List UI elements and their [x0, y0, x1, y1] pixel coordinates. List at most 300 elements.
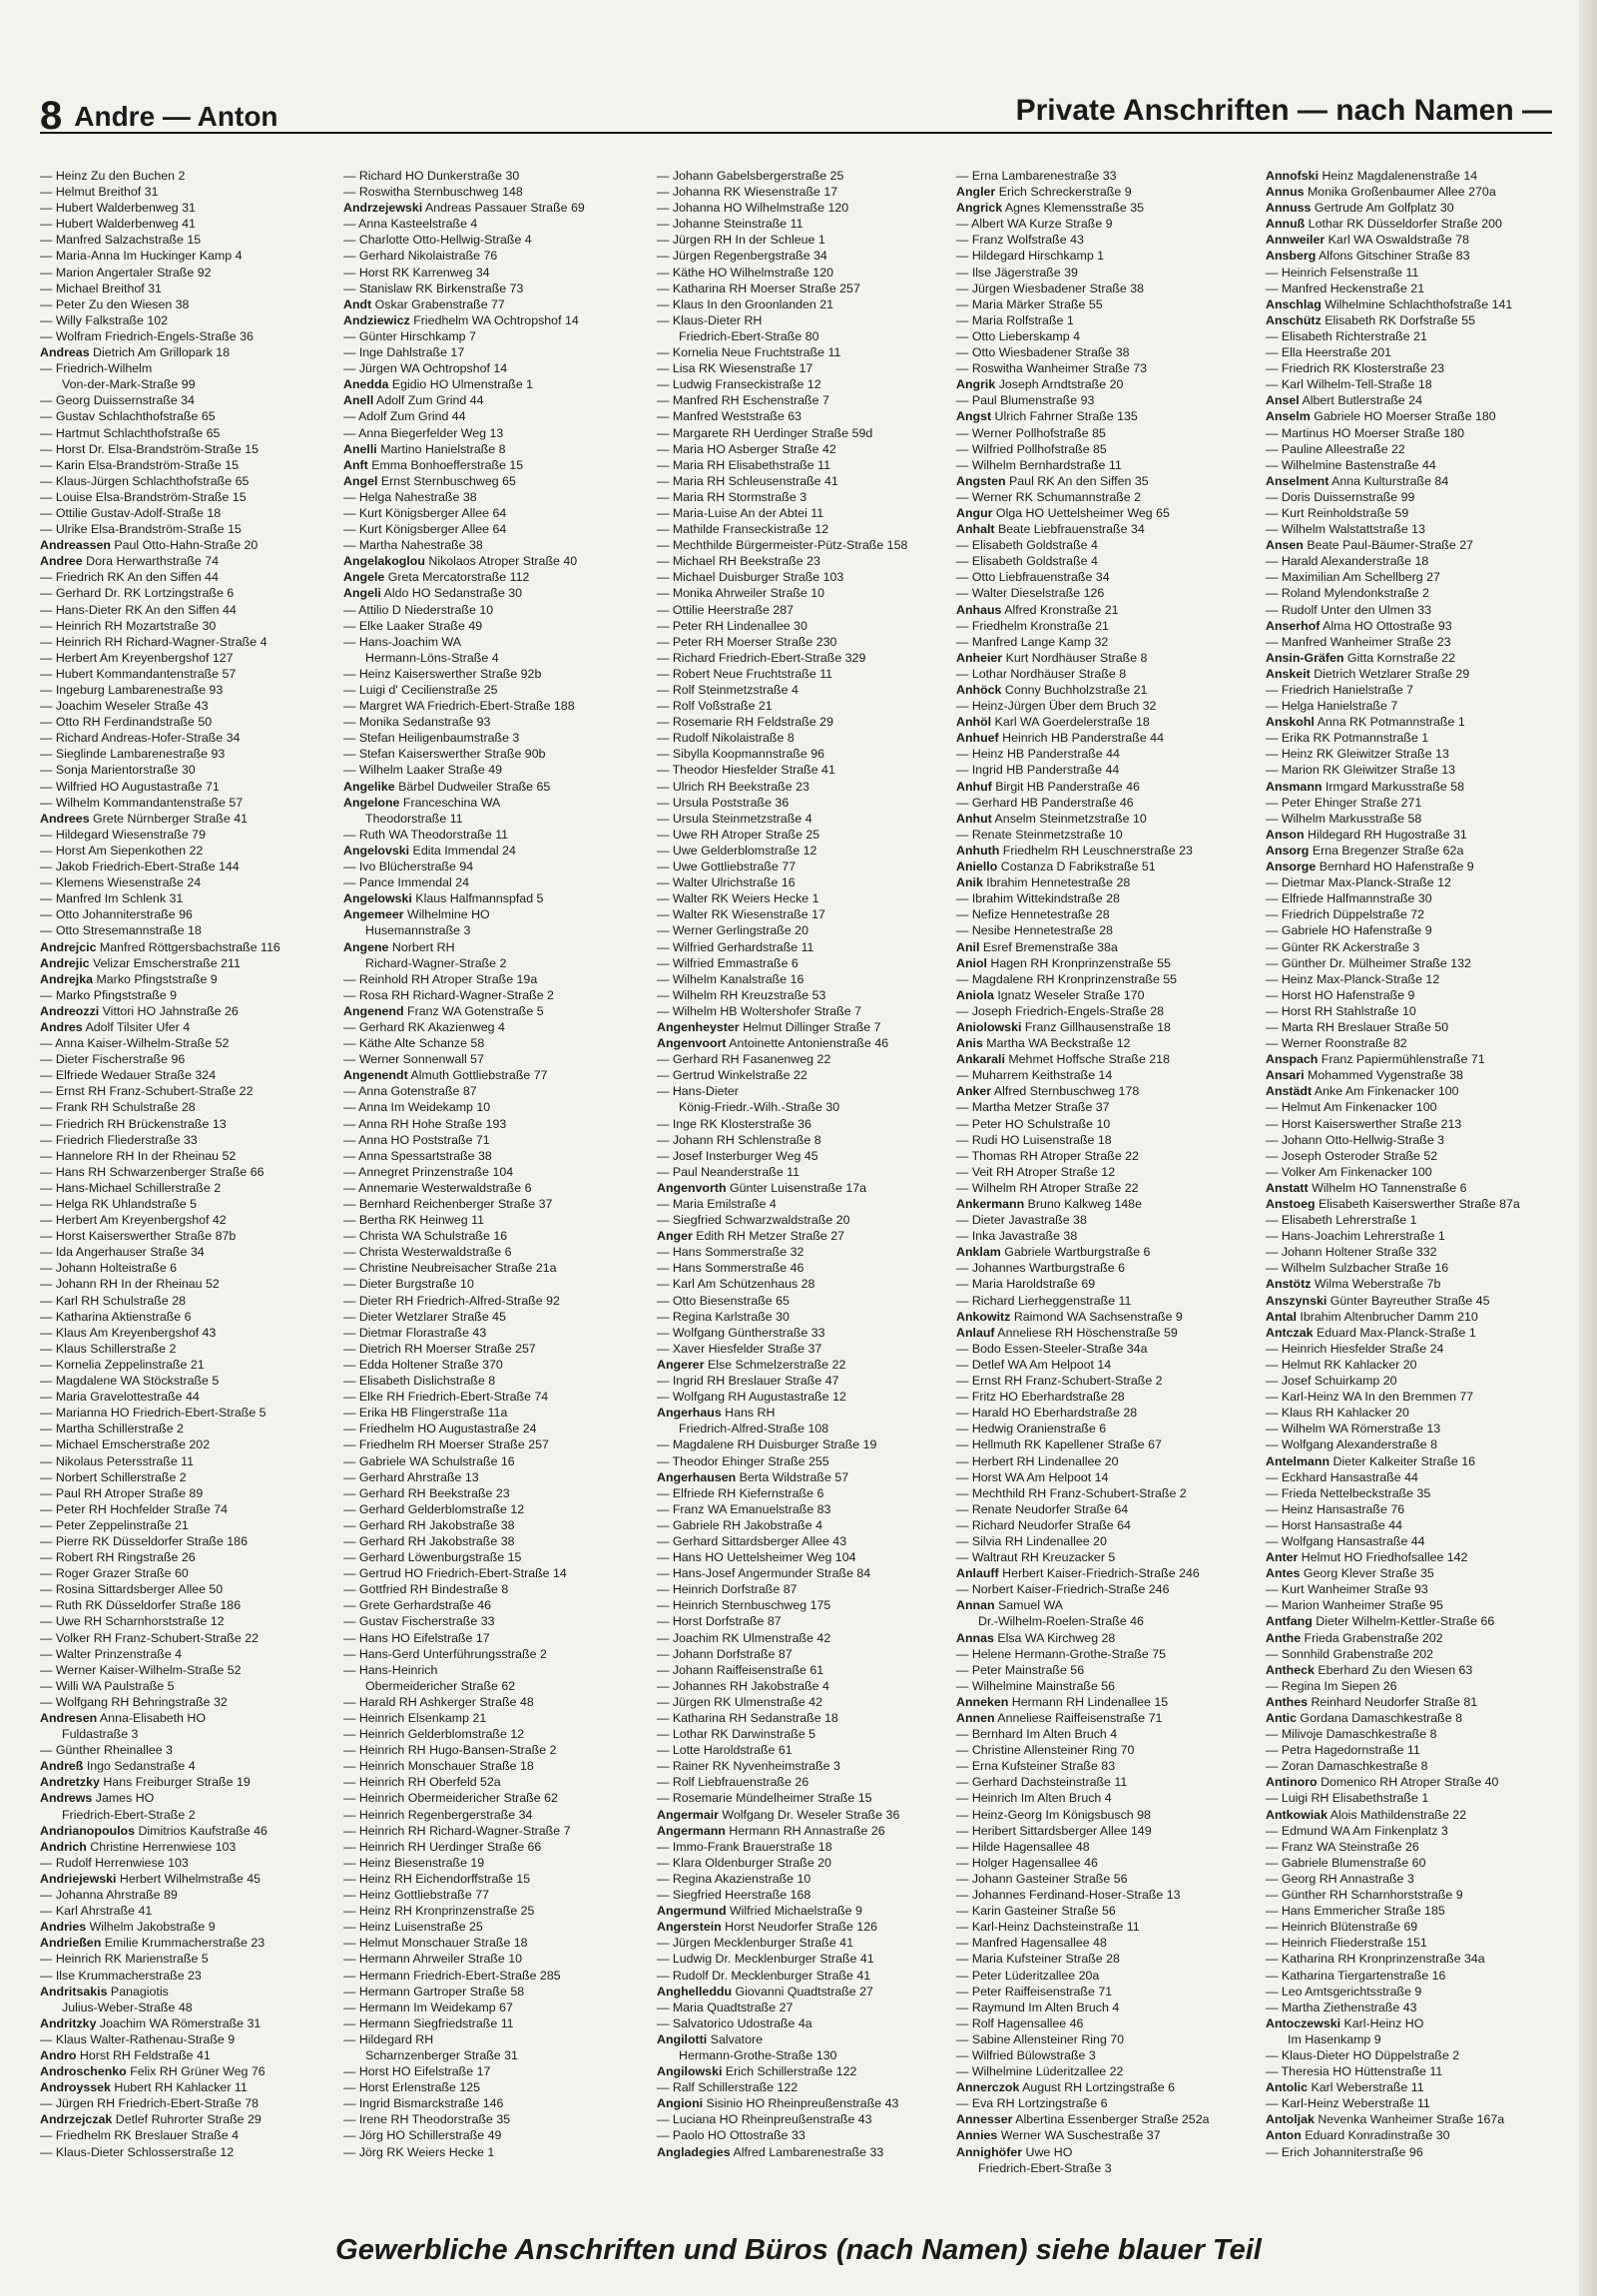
surname: Antoljak: [1266, 2112, 1315, 2127]
surname: Anschlag: [1266, 296, 1322, 311]
directory-entry: — Lotte Haroldstraße 61: [657, 1743, 793, 1758]
directory-entry: Angermann Hermann RH Annastraße 26: [657, 1823, 885, 1838]
directory-entry: — Dieter Burgstraße 10: [343, 1277, 474, 1292]
directory-entry: — Werner Roonstraße 82: [1266, 1036, 1407, 1051]
directory-entry: — Regina Karlstraße 30: [657, 1309, 790, 1324]
directory-entry: — Wilhelm Laaker Straße 49: [343, 763, 503, 778]
directory-entry: Anhaus Alfred Kronstraße 21: [956, 602, 1119, 617]
directory-entry: Androyssek Hubert RH Kahlacker 11: [40, 2080, 248, 2095]
directory-entry: — Heinz Kaiserswerther Straße 92b: [343, 666, 542, 681]
surname: Anft: [343, 457, 368, 472]
directory-entry: Anselm Gabriele HO Moerser Straße 180: [1266, 409, 1496, 424]
directory-entry: — Heinz Max-Planck-Straße 12: [1266, 971, 1440, 986]
directory-entry: — Zoran Damaschkestraße 8: [1266, 1759, 1428, 1774]
directory-entry: — Renate Neudorfer Straße 64: [956, 1501, 1129, 1516]
surname: Androyssek: [40, 2080, 111, 2095]
directory-entry: — Ulrich RH Beekstraße 23: [657, 779, 809, 794]
directory-entry: — Ernst RH Franz-Schubert-Straße 2: [956, 1374, 1163, 1389]
surname: Angilotti: [657, 2031, 708, 2046]
directory-entry: Angenvorth Günter Luisenstraße 17a: [657, 1180, 867, 1195]
directory-entry: Friedrich-Ebert-Straße 80: [679, 328, 819, 343]
directory-entry: Anell Adolf Zum Grind 44: [343, 393, 484, 408]
directory-entry: — Gabriele RH Jakobstraße 4: [657, 1517, 822, 1532]
directory-entry: — Klaus-Dieter RH: [657, 312, 763, 327]
directory-entry: — Karin Elsa-Brandström-Straße 15: [40, 457, 240, 472]
directory-entry: Anhut Anselm Steinmetzstraße 10: [956, 811, 1147, 826]
directory-entry: Husemannstraße 3: [365, 923, 471, 938]
directory-entry: — Friedrich RK Klosterstraße 23: [1266, 361, 1445, 376]
directory-entry: — Friedhelm HO Augustastraße 24: [343, 1422, 537, 1436]
surname: Anselm: [1266, 409, 1311, 424]
directory-entry: Julius-Weber-Straße 48: [62, 2000, 193, 2014]
directory-entry: Ansen Beate Paul-Bäumer-Straße 27: [1266, 538, 1473, 553]
surname: Antic: [1266, 1711, 1297, 1725]
surname: Anstatt: [1266, 1180, 1309, 1195]
surname: Annuß: [1266, 217, 1306, 232]
surname: Antfang: [1266, 1614, 1313, 1629]
directory-entry: — Klaus Schillerstraße 2: [40, 1341, 177, 1356]
directory-entry: Anger Edith RH Metzer Straße 27: [657, 1229, 844, 1244]
surname: Angrick: [956, 201, 1003, 216]
directory-entry: — Heinrich RH Richard-Wagner-Straße 7: [343, 1823, 571, 1838]
directory-entry: — Heinz RH Kronprinzenstraße 25: [343, 1904, 535, 1919]
surname: Annesser: [956, 2112, 1013, 2127]
directory-entry: Andritzky Joachim WA Römerstraße 31: [40, 2015, 262, 2030]
surname: Angenvorth: [657, 1180, 727, 1195]
directory-entry: Anselment Anna Kulturstraße 84: [1266, 473, 1449, 488]
directory-entry: Anstädt Anke Am Finkenacker 100: [1266, 1084, 1459, 1099]
directory-entry: — Rolf Voßstraße 21: [657, 699, 773, 714]
directory-entry: — Paul Blumenstraße 93: [956, 393, 1095, 408]
directory-entry: Friedrich-Alfred-Straße 108: [679, 1422, 829, 1436]
surname: Anstädt: [1266, 1084, 1313, 1099]
directory-entry: — Maria Kufsteiner Straße 28: [956, 1952, 1120, 1967]
surname: Angsten: [956, 473, 1006, 488]
directory-entry: Andrees Grete Nürnberger Straße 41: [40, 811, 248, 826]
directory-entry: — Thomas RH Atroper Straße 22: [956, 1148, 1139, 1163]
surname: Androschenko: [40, 2064, 127, 2079]
directory-entry: — Gerhard Dr. RK Lortzingstraße 6: [40, 586, 235, 601]
directory-entry: — Maria RH Stormstraße 3: [657, 489, 807, 504]
surname: Andres: [40, 1019, 83, 1034]
directory-entry: Anil Esref Bremenstraße 38a: [956, 939, 1118, 954]
directory-entry: Annesser Albertina Essenberger Straße 252a: [956, 2112, 1210, 2127]
directory-entry: — Johannes Wartburgstraße 6: [956, 1261, 1125, 1276]
surname: Andreozzi: [40, 1003, 100, 1018]
directory-entry: — Hartmut Schlachthofstraße 65: [40, 425, 221, 440]
directory-entry: Anskohl Anna RK Potmannstraße 1: [1266, 715, 1465, 730]
surname: Anklam: [956, 1245, 1001, 1260]
directory-entry: — Gerhard RH Jakobstraße 38: [343, 1517, 515, 1532]
directory-entry: Im Hasenkamp 9: [1288, 2031, 1381, 2046]
surname: Anhöck: [956, 683, 1002, 697]
directory-entry: — Heinrich Sternbuschweg 175: [657, 1598, 831, 1613]
surname: Anger: [657, 1229, 693, 1244]
directory-entry: Ansmann Irmgard Markusstraße 58: [1266, 779, 1465, 794]
directory-entry: Aniol Hagen RH Kronprinzenstraße 55: [956, 955, 1171, 970]
directory-entry: — Harald RH Ashkerger Straße 48: [343, 1694, 534, 1709]
directory-entry: — Joseph Friedrich-Engels-Straße 28: [956, 1003, 1164, 1018]
directory-entry: Anhuef Heinrich HB Panderstraße 44: [956, 731, 1164, 746]
directory-entry: — Friedrich RK An den Siffen 44: [40, 570, 219, 585]
directory-entry: — Wilfried Gerhardstraße 11: [657, 939, 814, 954]
directory-entry: — Heinrich Gelderblomstraße 12: [343, 1727, 525, 1742]
surname: Annuss: [1266, 201, 1312, 216]
directory-entry: — Katharina RH Kronprinzenstraße 34a: [1266, 1952, 1485, 1967]
directory-entry: — Heinrich RH Hugo-Bansen-Straße 2: [343, 1743, 557, 1758]
directory-entry: — Werner Sonnenwall 57: [343, 1052, 484, 1067]
surname: Angenend: [343, 1003, 404, 1018]
directory-entry: — Ruth WA Theodorstraße 11: [343, 827, 509, 842]
directory-entry: — Ursula Steinmetzstraße 4: [657, 811, 812, 826]
directory-entry: Andrejka Marko Pfingststraße 9: [40, 971, 218, 986]
surname: Angermann: [657, 1823, 726, 1838]
directory-entry: — Martha Schillerstraße 2: [40, 1422, 184, 1436]
directory-entry: — Luciana HO Rheinpreußenstraße 43: [657, 2112, 872, 2127]
directory-entry: Andrzejewski Andreas Passauer Straße 69: [343, 201, 585, 216]
directory-entry: — Rudolf Dr. Mecklenburger Straße 41: [657, 1968, 871, 1983]
directory-entry: — Xaver Hiesfelder Straße 37: [657, 1341, 822, 1356]
directory-entry: — Mechthild RH Franz-Schubert-Straße 2: [956, 1485, 1187, 1500]
directory-entry: — Bernhard Reichenberger Straße 37: [343, 1197, 553, 1211]
directory-entry: Angelike Bärbel Dudweiler Straße 65: [343, 779, 551, 794]
directory-entry: — Heinz Biesenstraße 19: [343, 1855, 485, 1870]
directory-entry: — Friedrich RH Brückenstraße 13: [40, 1116, 227, 1131]
directory-entry: — Klara Oldenburger Straße 20: [657, 1855, 831, 1870]
surname: Andritsakis: [40, 1984, 108, 1999]
directory-entry: Annuß Lothar RK Düsseldorfer Straße 200: [1266, 217, 1502, 232]
directory-entry: — Christa Westerwaldstraße 6: [343, 1245, 512, 1260]
directory-entry: — Maximilian Am Schellberg 27: [1266, 570, 1440, 585]
directory-entry: — Maria HO Asberger Straße 42: [657, 441, 836, 456]
directory-entry: — Monika Sedanstraße 93: [343, 715, 491, 730]
directory-entry: — Marion Wanheimer Straße 95: [1266, 1598, 1443, 1613]
directory-entry: Andrews James HO: [40, 1791, 155, 1806]
directory-entry: — Adolf Zum Grind 44: [343, 409, 466, 424]
surname: Ansmann: [1266, 779, 1323, 794]
directory-entry: — Gerhard Gelderblomstraße 12: [343, 1501, 525, 1516]
directory-entry: Friedrich-Ebert-Straße 3: [978, 2160, 1112, 2175]
directory-entry: — Helene Hermann-Grothe-Straße 75: [956, 1646, 1167, 1661]
directory-entry: — Heinz Gottliebstraße 77: [343, 1888, 489, 1903]
surname: Anhuf: [956, 779, 992, 794]
directory-entry: — Hermann Friedrich-Ebert-Straße 285: [343, 1968, 561, 1983]
directory-entry: Scharnzenberger Straße 31: [365, 2047, 518, 2062]
directory-entry: — Ingeburg Lambarenestraße 93: [40, 683, 224, 697]
directory-entry: — Jörg HO Schillerstraße 49: [343, 2128, 502, 2143]
directory-entry: — Anna Im Weidekamp 10: [343, 1100, 491, 1115]
directory-entry: — Dieter Fischerstraße 96: [40, 1052, 186, 1067]
directory-entry: — Rolf Hagensallee 46: [956, 2015, 1084, 2030]
directory-entry: — Anna RH Hohe Straße 193: [343, 1116, 507, 1131]
directory-entry: — Kurt Reinholdstraße 59: [1266, 505, 1409, 520]
directory-entry: Andrejic Velizar Emscherstraße 211: [40, 955, 241, 970]
directory-entry: Annuss Gertrude Am Golfplatz 30: [1266, 201, 1454, 216]
directory-entry: Anstatt Wilhelm HO Tannenstraße 6: [1266, 1180, 1467, 1195]
directory-entry: — Hans HO Uettelsheimer Weg 104: [657, 1550, 856, 1565]
directory-entry: — Katharina Aktienstraße 6: [40, 1309, 192, 1324]
directory-entry: — Elisabeth Dislichstraße 8: [343, 1374, 496, 1389]
surname: Annweiler: [1266, 233, 1326, 248]
directory-entry: Aniello Costanza D Fabrikstraße 51: [956, 860, 1156, 874]
directory-entry: — Hans Sommerstraße 32: [657, 1245, 804, 1260]
directory-entry: — Wolfgang Hansastraße 44: [1266, 1533, 1425, 1548]
directory-entry: — Manfred Lange Kamp 32: [956, 634, 1109, 649]
surname: Angladegies: [657, 2144, 731, 2159]
directory-entry: — Ingrid Bismarckstraße 146: [343, 2096, 504, 2111]
directory-entry: Antinoro Domenico RH Atroper Straße 40: [1266, 1775, 1499, 1790]
surname: Annighöfer: [956, 2144, 1023, 2159]
directory-entry: Ansorge Bernhard HO Hafenstraße 9: [1266, 860, 1474, 874]
directory-entry: — Manfred Heckenstraße 21: [1266, 281, 1425, 295]
directory-entry: Antoljak Nevenka Wanheimer Straße 167a: [1266, 2112, 1505, 2127]
directory-entry: — Gustav Schlachthofstraße 65: [40, 409, 216, 424]
directory-entry: — Hilde Hagensallee 48: [956, 1839, 1090, 1854]
directory-entry: — Norbert Kaiser-Friedrich-Straße 246: [956, 1582, 1170, 1597]
directory-entry: — Klemens Wiesenstraße 24: [40, 875, 202, 890]
surname: Angst: [956, 409, 992, 424]
directory-entry: — Johanna RK Wiesenstraße 17: [657, 185, 838, 200]
directory-entry: — Salvatorico Udostraße 4a: [657, 2015, 812, 2030]
directory-entry: — Peter Lüderitzallee 20a: [956, 1968, 1100, 1983]
directory-entry: — Friedrich-Wilhelm: [40, 361, 153, 376]
directory-entry: — Silvia RH Lindenallee 20: [956, 1533, 1107, 1548]
directory-entry: Anghelleddu Giovanni Quadtstraße 27: [657, 1984, 873, 1999]
directory-entry: — Hildegard RH: [343, 2031, 434, 2046]
directory-entry: — Otto Lieberskamp 4: [956, 328, 1080, 343]
directory-entry: — Wilfried HO Augustastraße 71: [40, 779, 220, 794]
directory-entry: — Sieglinde Lambarenestraße 93: [40, 747, 226, 762]
directory-entry: — Hans-Michael Schillerstraße 2: [40, 1180, 222, 1195]
directory-entry: Angermund Wilfried Michaelstraße 9: [657, 1904, 862, 1919]
directory-entry: — Sonnhild Grabenstraße 202: [1266, 1646, 1434, 1661]
directory-entry: — Wilhelm Sulzbacher Straße 16: [1266, 1261, 1449, 1276]
directory-entry: Aniola Ignatz Weseler Straße 170: [956, 987, 1145, 1002]
directory-entry: — Louise Elsa-Brandström-Straße 15: [40, 489, 247, 504]
directory-entry: Angerer Else Schmelzerstraße 22: [657, 1357, 846, 1372]
directory-entry: — Charlotte Otto-Hellwig-Straße 4: [343, 233, 532, 248]
directory-entry: — Otto Stresemannstraße 18: [40, 923, 202, 938]
surname: Anneken: [956, 1694, 1009, 1709]
directory-entry: — Wilhelm HB Woltershofer Straße 7: [657, 1003, 861, 1018]
directory-entry: Ansari Mohammed Vygenstraße 38: [1266, 1068, 1463, 1083]
directory-entry: Obermeidericher Straße 62: [365, 1678, 516, 1693]
surname: Andrejcic: [40, 939, 97, 954]
directory-entry: — Ludwig Dr. Mecklenburger Straße 41: [657, 1952, 874, 1967]
surname: Angelone: [343, 795, 400, 810]
directory-entry: — Horst Hansastraße 44: [1266, 1517, 1403, 1532]
directory-entry: Antkowiak Alois Mathildenstraße 22: [1266, 1807, 1467, 1822]
directory-entry: Ansorg Erna Bregenzer Straße 62a: [1266, 843, 1464, 858]
directory-entry: Richard-Wagner-Straße 2: [365, 955, 507, 970]
directory-entry: — Heinrich Obermeidericher Straße 62: [343, 1791, 558, 1806]
directory-entry: König-Friedr.-Wilh.-Straße 30: [679, 1100, 840, 1115]
surname: Angenendt: [343, 1068, 408, 1083]
directory-entry: — Roger Grazer Straße 60: [40, 1566, 189, 1581]
directory-entry: — Sibylla Koopmannstraße 96: [657, 747, 825, 762]
surname: Anis: [956, 1036, 983, 1051]
surname: Aniello: [956, 860, 998, 874]
directory-entry: Andro Horst RH Feldstraße 41: [40, 2047, 211, 2062]
directory-column-5: [1266, 168, 1565, 2224]
surname: Anhuef: [956, 731, 999, 746]
surname: Anheier: [956, 650, 1003, 665]
directory-entry: — Klaus Am Kreyenbergshof 43: [40, 1325, 217, 1340]
directory-entry: — Elisabeth Goldstraße 4: [956, 554, 1098, 569]
directory-entry: Anker Alfred Sternbuschweg 178: [956, 1084, 1140, 1099]
directory-entry: — Manfred Salzachstraße 15: [40, 233, 202, 248]
section-title: Private Anschriften — nach Namen —: [1015, 94, 1552, 127]
directory-entry: — Annegret Prinzenstraße 104: [343, 1164, 514, 1179]
directory-entry: — Doris Duissernstraße 99: [1266, 489, 1415, 504]
directory-entry: — Renate Steinmetzstraße 10: [956, 827, 1123, 842]
directory-entry: Anik Ibrahim Hennetestraße 28: [956, 875, 1131, 890]
directory-entry: — Grete Gerhardstraße 46: [343, 1598, 492, 1613]
directory-entry: Angur Olga HO Uettelsheimer Weg 65: [956, 505, 1170, 520]
directory-entry: — Friedrich Hanielstraße 7: [1266, 683, 1414, 697]
directory-entry: Angilotti Salvatore: [657, 2031, 764, 2046]
directory-entry: — Johanna HO Wilhelmstraße 120: [657, 201, 849, 216]
directory-entry: — Johann Dorfstraße 87: [657, 1646, 793, 1661]
directory-entry: — Heinrich RH Oberfeld 52a: [343, 1775, 501, 1790]
directory-entry: Annighöfer Uwe HO: [956, 2144, 1073, 2159]
directory-entry: Angemeer Wilhelmine HO: [343, 907, 490, 922]
directory-entry: — Paul RH Atroper Straße 89: [40, 1485, 204, 1500]
directory-entry: Ankarali Mehmet Hoffsche Straße 218: [956, 1052, 1170, 1067]
footer-note: Gewerbliche Anschriften und Büros (nach Namen) siehe blauer Teil: [335, 2234, 1262, 2266]
directory-entry: — Johann Raiffeisenstraße 61: [657, 1662, 824, 1677]
directory-entry: — Edda Holtener Straße 370: [343, 1357, 503, 1372]
directory-entry: — Peter Mainstraße 56: [956, 1662, 1085, 1677]
directory-entry: Angerhausen Berta Wildstraße 57: [657, 1469, 849, 1484]
directory-entry: — Georg Duissernstraße 34: [40, 393, 195, 408]
directory-entry: — Johanna Ahrstraße 89: [40, 1888, 178, 1903]
directory-entry: — Stanislaw RK Birkenstraße 73: [343, 281, 524, 295]
directory-entry: — Dieter Wetzlarer Straße 45: [343, 1309, 506, 1324]
surname: Angelovski: [343, 843, 410, 858]
directory-entry: Friedrich-Ebert-Straße 2: [62, 1807, 196, 1822]
directory-entry: — Richard Friedrich-Ebert-Straße 329: [657, 650, 866, 665]
surname: Andrich: [40, 1839, 87, 1854]
surname: Ansorg: [1266, 843, 1310, 858]
directory-entry: — Kornelia Neue Fruchtstraße 11: [657, 345, 841, 360]
directory-entry: — Otto RH Ferdinandstraße 50: [40, 715, 213, 730]
surname: Angenheyster: [657, 1019, 740, 1034]
surname: Anlauf: [956, 1325, 995, 1340]
surname: Anell: [343, 393, 374, 408]
directory-entry: — Ernst RH Franz-Schubert-Straße 22: [40, 1084, 254, 1099]
directory-entry: Anlauf Anneliese RH Höschenstraße 59: [956, 1325, 1178, 1340]
directory-entry: Annies Werner WA Suschestraße 37: [956, 2128, 1161, 2143]
directory-entry: Ansel Albert Butlerstraße 24: [1266, 393, 1423, 408]
directory-entry: — Paolo HO Ottostraße 33: [657, 2128, 805, 2143]
directory-entry: — Gottfried RH Bindestraße 8: [343, 1582, 509, 1597]
directory-entry: Hermann-Löns-Straße 4: [365, 650, 499, 665]
surname: Andresen: [40, 1711, 98, 1725]
directory-entry: — Johann Gasteiner Straße 56: [956, 1871, 1128, 1886]
directory-entry: — Reinhold RH Atroper Straße 19a: [343, 971, 538, 986]
directory-entry: — Peter Ehinger Straße 271: [1266, 795, 1422, 810]
directory-entry: Angelone Franceschina WA: [343, 795, 501, 810]
surname: Andrejic: [40, 955, 90, 970]
directory-entry: — Heinz RH Eichendorffstraße 15: [343, 1871, 531, 1886]
directory-entry: — Elfriede Halfmannstraße 30: [1266, 891, 1432, 906]
directory-entry: — Roswitha Sternbuschweg 148: [343, 185, 523, 200]
directory-entry: Angel Ernst Sternbuschweg 65: [343, 473, 516, 488]
directory-entry: — Manfred Wanheimer Straße 23: [1266, 634, 1451, 649]
directory-entry: — Theodor Ehinger Straße 255: [657, 1453, 829, 1468]
surname: Antkowiak: [1266, 1807, 1328, 1822]
directory-entry: — Wolfgang Güntherstraße 33: [657, 1325, 825, 1340]
surname: Antczak: [1266, 1325, 1314, 1340]
directory-entry: — Rosa RH Richard-Wagner-Straße 2: [343, 987, 554, 1002]
surname: Anserhof: [1266, 618, 1321, 633]
directory-entry: — Hubert Kommandantenstraße 57: [40, 666, 237, 681]
directory-entry: — Norbert Schillerstraße 2: [40, 1469, 187, 1484]
surname: Annan: [956, 1598, 995, 1613]
directory-entry: — Uwe RH Scharnhorststraße 12: [40, 1614, 225, 1629]
directory-entry: — Kornelia Zeppelinstraße 21: [40, 1357, 205, 1372]
directory-entry: — Stefan Kaiserswerther Straße 90b: [343, 747, 546, 762]
directory-entry: Anft Emma Bonhoefferstraße 15: [343, 457, 524, 472]
directory-entry: — Richard Andreas-Hofer-Straße 34: [40, 731, 241, 746]
directory-entry: Andrianopoulos Dimitrios Kaufstraße 46: [40, 1823, 267, 1838]
surname: Angemeer: [343, 907, 404, 922]
directory-entry: — Helga RK Uhlandstraße 5: [40, 1197, 198, 1211]
directory-entry: — Lothar RK Darwinstraße 5: [657, 1727, 816, 1742]
surname: Angermair: [657, 1807, 719, 1822]
directory-entry: — Hannelore RH In der Rheinau 52: [40, 1148, 237, 1163]
directory-entry: — Gertrud Winkelstraße 22: [657, 1068, 807, 1083]
directory-entry: — Martha Metzer Straße 37: [956, 1100, 1110, 1115]
directory-entry: — Robert RH Ringstraße 26: [40, 1550, 196, 1565]
directory-entry: — Manfred Weststraße 63: [657, 409, 802, 424]
directory-entry: — Hedwig Oranienstraße 6: [956, 1422, 1107, 1436]
directory-entry: — Luigi RH Elisabethstraße 1: [1266, 1791, 1429, 1806]
surname: Anhaus: [956, 602, 1002, 617]
directory-entry: — Ulrike Elsa-Brandström-Straße 15: [40, 522, 242, 537]
surname: Antolic: [1266, 2080, 1308, 2095]
directory-entry: — Heinrich Dorfstraße 87: [657, 1582, 798, 1597]
directory-entry: — Roland Mylendonkstraße 2: [1266, 586, 1429, 601]
directory-entry: — Friedrich Düppelstraße 72: [1266, 907, 1425, 922]
directory-entry: — Ella Heerstraße 201: [1266, 345, 1392, 360]
surname: Aniol: [956, 955, 987, 970]
surname: Ansel: [1266, 393, 1300, 408]
directory-entry: — Luigi d' Cecilienstraße 25: [343, 683, 498, 697]
directory-entry: — Gabriele WA Schulstraße 16: [343, 1453, 515, 1468]
surname: Angele: [343, 570, 385, 585]
directory-entry: — Mathilde Franseckistraße 12: [657, 522, 829, 537]
directory-entry: — Heinrich Felsenstraße 11: [1266, 265, 1419, 280]
directory-entry: — Helmut Am Finkenacker 100: [1266, 1100, 1437, 1115]
directory-entry: — Friedhelm RK Breslauer Straße 4: [40, 2128, 240, 2143]
surname: Ankermann: [956, 1197, 1025, 1211]
directory-entry: — Ilse Krummacherstraße 23: [40, 1968, 202, 1983]
directory-entry: — Maria Emilstraße 4: [657, 1197, 777, 1211]
directory-entry: — Rudolf Unter den Ulmen 33: [1266, 602, 1431, 617]
surname: Angelike: [343, 779, 395, 794]
directory-entry: — Dieter RH Friedrich-Alfred-Straße 92: [343, 1293, 560, 1308]
surname: Aniola: [956, 987, 994, 1002]
directory-entry: — Hans-Dieter RK An den Siffen 44: [40, 602, 237, 617]
directory-entry: — Kurt Königsberger Allee 64: [343, 505, 507, 520]
surname: Andrießen: [40, 1936, 102, 1951]
directory-entry: — Rolf Steinmetzstraße 4: [657, 683, 798, 697]
directory-entry: — Klaus-Jürgen Schlachthofstraße 65: [40, 473, 250, 488]
directory-entry: — Helmut Breithof 31: [40, 185, 159, 200]
directory-entry: — Bertha RK Heinweg 11: [343, 1213, 484, 1228]
